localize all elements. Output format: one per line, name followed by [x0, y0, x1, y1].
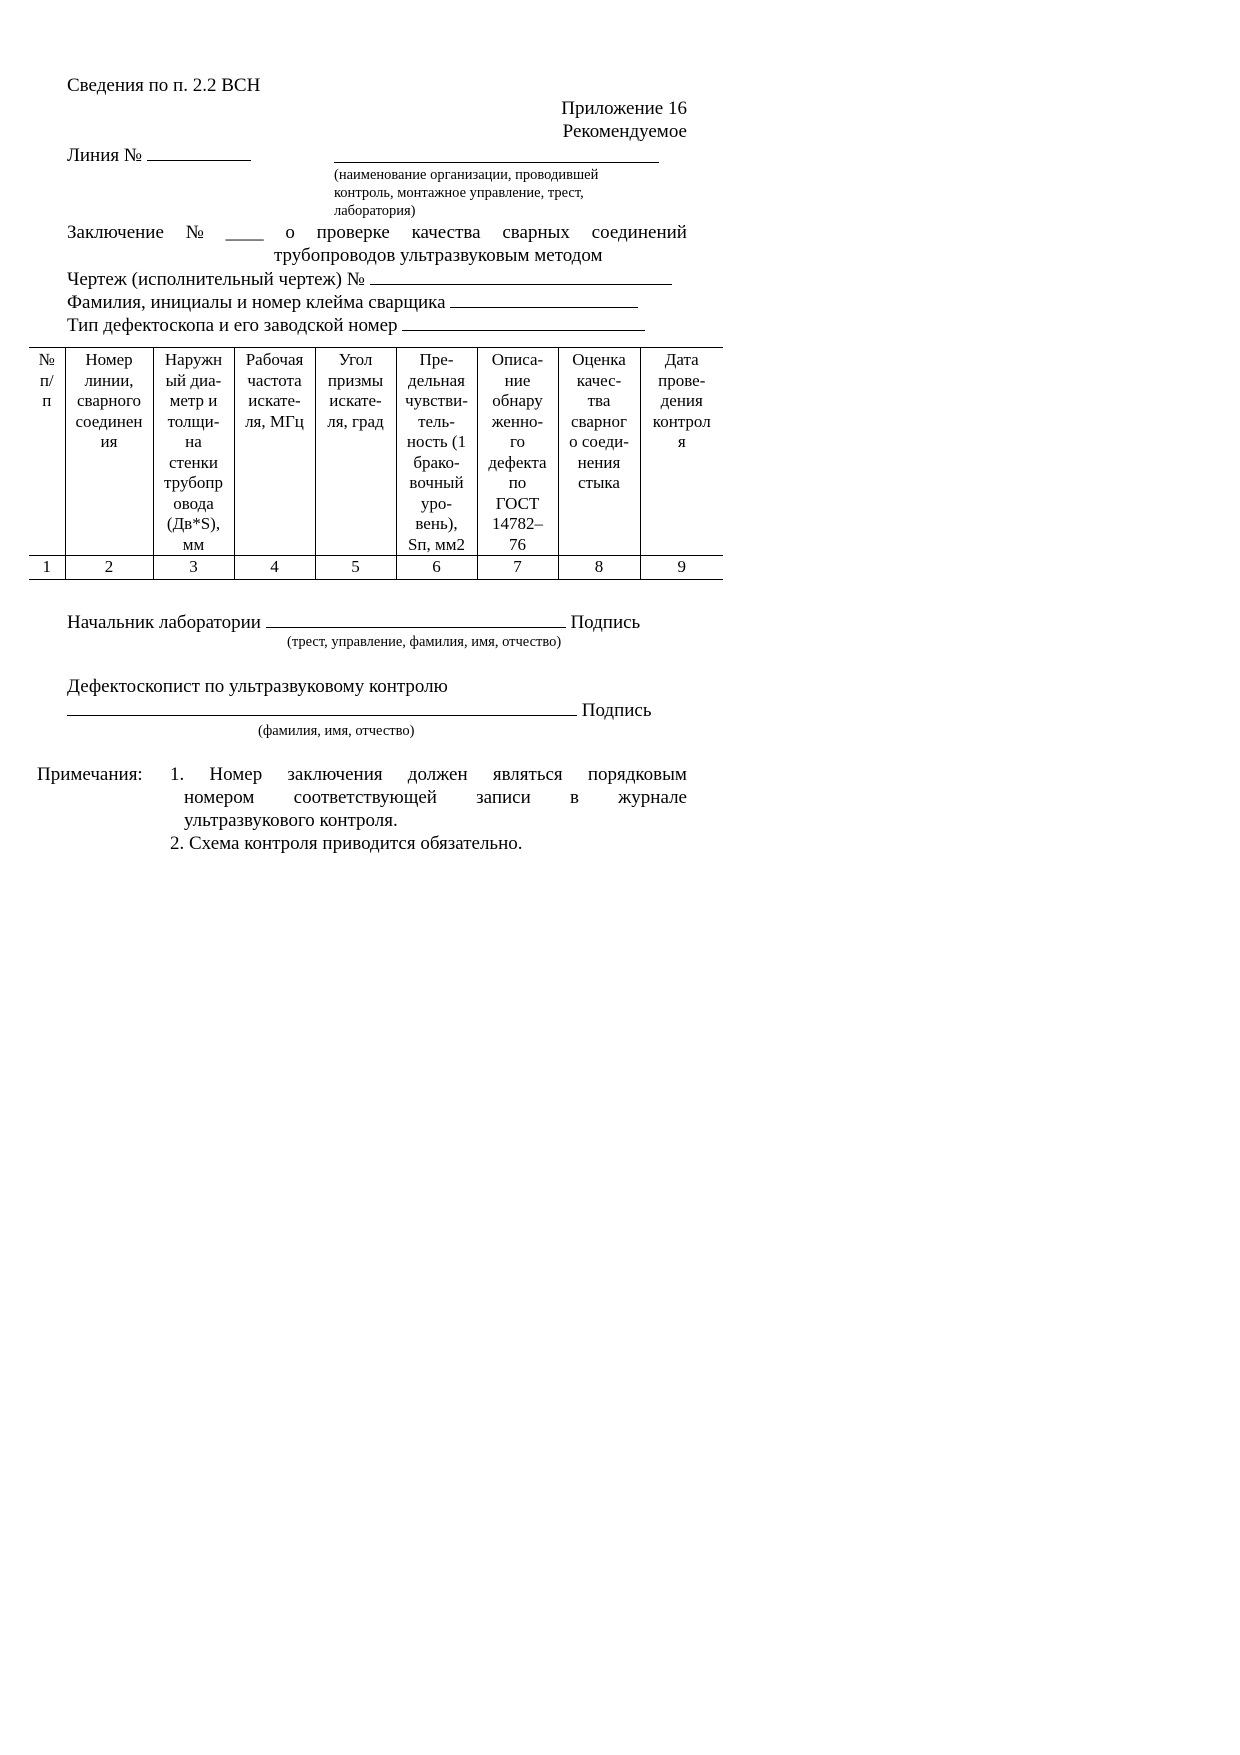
- lab-head-blank[interactable]: [266, 610, 566, 628]
- column-number-cell: 3: [153, 556, 234, 580]
- header-cell-frequency: Рабочая частота искате- ля, МГц: [234, 348, 315, 556]
- title-word: соединений: [591, 222, 687, 243]
- lab-head-label: Начальник лаборатории: [67, 612, 261, 633]
- note-1-word: должен: [407, 764, 468, 785]
- lab-head-caption: (трест, управление, фамилия, имя, отчество): [287, 634, 562, 650]
- column-number-cell: 7: [477, 556, 558, 580]
- header-cell-prism-angle: Угол призмы искате- ля, град: [315, 348, 396, 556]
- operator-field: [67, 698, 652, 722]
- table-number-row: [29, 556, 723, 580]
- operator-caption: (фамилия, имя, отчество): [258, 723, 415, 739]
- detector-blank[interactable]: [402, 313, 645, 331]
- lab-head-signature-label: Подпись: [570, 612, 641, 633]
- detector-field: [67, 313, 645, 337]
- note-1-line-3: ультразвукового контроля.: [184, 810, 398, 831]
- title-word: сварных: [502, 222, 570, 243]
- note-1-word: записи: [476, 787, 531, 808]
- column-number-cell: 4: [234, 556, 315, 580]
- organization-blank[interactable]: [334, 145, 659, 163]
- title-word: Заключение: [67, 222, 164, 243]
- detector-label: Тип дефектоскопа и его заводской номер: [67, 315, 398, 336]
- title-word: ____: [225, 222, 264, 243]
- conclusion-title-line-2: трубопроводов ультразвуковым методом: [274, 245, 603, 266]
- column-number-cell: 9: [640, 556, 723, 580]
- note-1-word: номером: [184, 787, 255, 808]
- note-1-word: являться: [492, 764, 563, 785]
- column-number-cell: 8: [558, 556, 640, 580]
- lab-head-field: [67, 610, 640, 634]
- organization-caption-2: контроль, монтажное управление, трест,: [334, 185, 584, 201]
- column-number-cell: 5: [315, 556, 396, 580]
- line-number-blank[interactable]: [147, 143, 251, 161]
- line-number-label: Линия №: [67, 145, 143, 166]
- note-1-line-1: [170, 763, 687, 786]
- organization-caption-1: (наименование организации, проводившей: [334, 167, 599, 183]
- welder-blank[interactable]: [450, 290, 638, 308]
- title-word: проверке: [316, 222, 390, 243]
- note-1-word: заключения: [287, 764, 383, 785]
- operator-label: Дефектоскопист по ультразвуковому контролю: [67, 676, 448, 697]
- drawing-field: [67, 267, 672, 291]
- note-1-word: порядковым: [587, 764, 687, 785]
- line-number-field: [67, 143, 251, 167]
- note-2: 2. Схема контроля приводится обязательно.: [170, 833, 523, 854]
- title-word: о: [285, 222, 295, 243]
- note-1-word: в: [569, 787, 579, 808]
- results-table: [29, 347, 723, 580]
- welder-field: [67, 290, 638, 314]
- note-1-word: соответствующей: [293, 787, 437, 808]
- operator-signature-label: Подпись: [581, 700, 652, 721]
- note-1-word: Номер: [209, 764, 263, 785]
- drawing-blank[interactable]: [370, 267, 672, 285]
- conclusion-title-line-1: [67, 221, 687, 244]
- header-cell-sensitivity: Пре- дельная чувстви- тель- ность (1 брако- вочный уро- вень), Sп, мм2: [396, 348, 477, 556]
- title-word: качества: [411, 222, 481, 243]
- header-cell-quality-assessment: Оценка качес- тва сварног о соеди- нения стыка: [558, 348, 640, 556]
- column-number-cell: 1: [29, 556, 65, 580]
- header-cell-defect-description: Описа- ние обнару женно- го дефекта по ГОСТ 14782– 76: [477, 348, 558, 556]
- drawing-label: Чертеж (исполнительный чертеж) №: [67, 269, 365, 290]
- recommended-label: Рекомендуемое: [562, 121, 687, 142]
- header-cell-number: № п/ п: [29, 348, 65, 556]
- table-header-row: [29, 348, 723, 556]
- title-word: №: [185, 222, 204, 243]
- header-cell-date: Дата прове- дения контрол я: [640, 348, 723, 556]
- operator-blank[interactable]: [67, 698, 577, 716]
- column-number-cell: 2: [65, 556, 153, 580]
- notes-label: Примечания:: [37, 764, 143, 785]
- header-cell-diameter: Наружн ый диа- метр и толщи- на стенки трубопр овода (Дв*S), мм: [153, 348, 234, 556]
- appendix-number: Приложение 16: [561, 98, 687, 119]
- info-line: Сведения по п. 2.2 ВСН: [67, 75, 261, 96]
- note-1-line-2: [184, 786, 687, 809]
- header-cell-line-weld: Номер линии, сварного соединен ия: [65, 348, 153, 556]
- organization-caption-3: лаборатория): [334, 203, 416, 219]
- column-number-cell: 6: [396, 556, 477, 580]
- welder-label: Фамилия, инициалы и номер клейма сварщика: [67, 292, 446, 313]
- note-1-word: 1.: [170, 764, 185, 785]
- note-1-word: журнале: [618, 787, 687, 808]
